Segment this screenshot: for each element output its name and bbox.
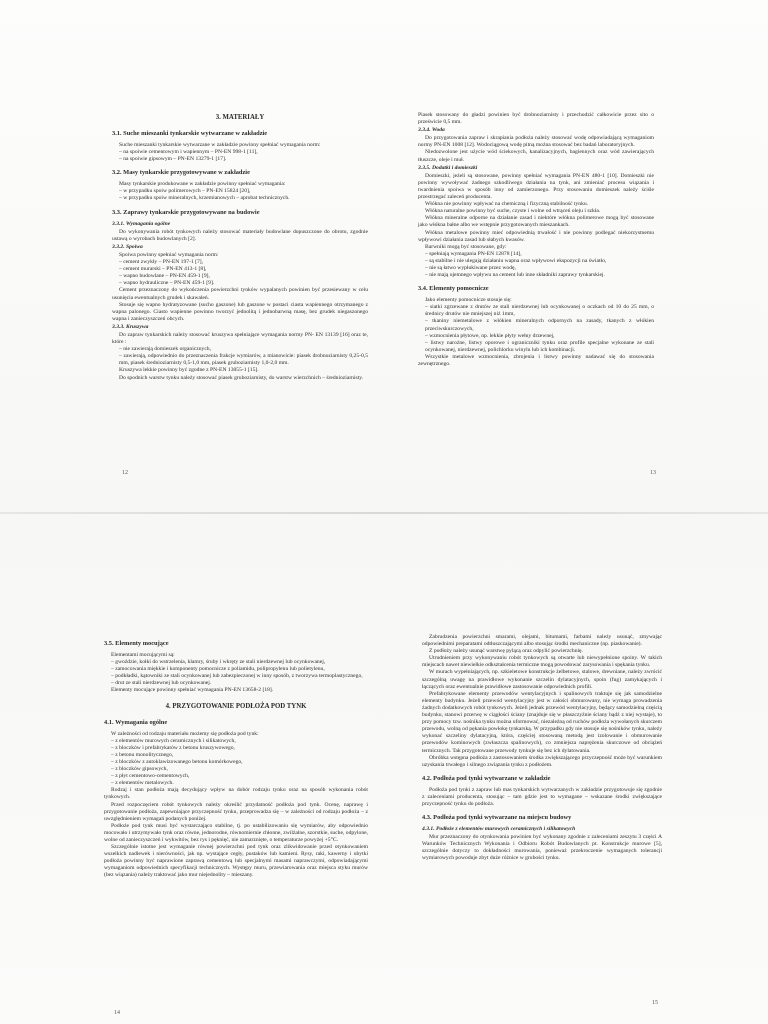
paragraph: Podłoża pod tynki z zapraw lub mas tynkarskich wytwarzanych w zakładzie przygotowuje się zgodnie z zaleceniami producenta, stosując – tam gdzie jest to wymagane – wskazane środki zwiększające przyczepność tynku do podłoża. (422, 786, 662, 807)
list-item: – z bloczków i prefabrykatów z betonu kruszywowego, (111, 744, 235, 751)
paragraph: Jako elementy pomocnicze stosuje się: (425, 297, 512, 304)
paragraph: Suche mieszanki tynkarskie wytwarzane w zakładzie powinny spełniać wymagania norm: (119, 142, 321, 148)
list-item: – wapno budowlane – PN-EN 459-1 [9], (119, 273, 210, 280)
list-item: – wzmocnienia płytowe, np. lekkie płyty wełny drzewnej, (425, 332, 555, 339)
page-15 (422, 634, 662, 1006)
paragraph: Domieszki, jeżeli są stosowane, powinny spełniać wymagania PN-EN 480-1 [10]. Domieszki nie powinny wywoływać żadnego szkodliwego działania na tynk, ani zmieniać procesu wiązania i twardnienia spoiwa w sposób inny od zamierzonego. Przy stosowaniu domieszek należy ściśle przestrzegać zaleceń producenta. (418, 172, 654, 201)
paragraph: Do wykonywania robót tynkowych należy stosować materiały budowlane dopuszczone do obrotu, zgodnie ustawą o wyrobach budowlanych [2]. (112, 228, 368, 242)
page-12 (112, 112, 368, 450)
list-item: – na spoiwie gipsowym – PN-EN 13279-1 [17]. (119, 156, 227, 163)
section-heading: 4. PRZYGOTOWANIE PODŁOŻA POD TYNK (165, 702, 307, 710)
subsection-heading: 3.1. Suche mieszanki tynkarskie wytwarzane w zakładzie (112, 130, 268, 137)
paragraph: Utrudnieniem przy wykonywaniu robót tynkowych są otwarte lub niewypełnione spoiny. W takich miejscach nawet niewielkie odkształcenia termiczne mogą powodować zarysowania i spękania tynku. (422, 655, 662, 669)
subsection-heading: 3.4. Elementy pomocnicze (418, 285, 489, 293)
paragraph: Do przygotowania zapraw i skrapiania podłoża należy stosować wodę odpowiadającą wymaganiom normy PN-EN 1008 [12]. Wodociągową wodę pitną można stosować bez badań laboratoryjnych. (418, 135, 654, 149)
list-item: – z betonu monolitycznego, (111, 751, 174, 758)
list-item: – spełniają wymagania PN-EN 12878 [14], (425, 250, 522, 257)
list-item: – z elementów murowych ceramicznych i silikatowych, (111, 737, 236, 744)
paragraph: Cement przeznaczony do wykończenia powierzchni tynków wypalanych powinien być przesiewany w celu usunięcia ewentualnych grudek i skawaleń. (112, 287, 368, 301)
subsection-heading: 4.1. Wymagania ogólne (104, 718, 168, 726)
paragraph: W murach wypełniających, np. szkieletowe konstrukcje żelbetowe, stalowe, drewniane, należy zwrócić szczególną uwagę na prawidłowe wykonanie szczelin dylatacyjnych, spoin (fug) zamykających i łączących oraz ewentualnie prawidłowe zastosowanie odpowiednich profili. (422, 669, 662, 690)
list-item: – tkaniny niemetalowe z włókien mineralnych odpornych na zasady, tkanych z włókien przeciwskurczowych, (425, 318, 654, 332)
list-item: – nie zawierają domieszek organicznych, (119, 346, 211, 353)
paragraph: Włókna naturalne powinny być suche, czyste i wolne od wtrąceń oleju i szkła. (425, 208, 601, 215)
paragraph: Piasek stosowany do gładzi powinien być drobnoziarnisty i przechodzić całkowicie przez sito o prześwicie 0,5 mm. (418, 112, 654, 126)
minor-heading: 3.3.1. Wymagania ogólne (112, 220, 171, 227)
list-item: – cement zwykły – PN-EN 197-1 [7], (119, 259, 204, 266)
list-item: – z bloczków gipsowych, (111, 766, 168, 773)
paragraph: Mur przeznaczony do otynkowania powinien być wykonany zgodnie z zaleceniami zeszytu 3 części A Warunków Technicznych Wykonania i Odbioru Robót Budowlanych pt. Konstrukcje murowe [5], szczególnie dotyczy to dokładności murowania, ponieważ przekroczenie wymaganych tolerancji wymiarowych powoduje zbyt duże różnice w grubości tynku. (422, 834, 662, 862)
list-item: – wapno hydrauliczne – PN-EN 459-1 [9]. (119, 280, 215, 287)
paragraph: Włókna mineralne odporne na działanie zasad i niektóre włókna polimerowe mogą być stosowane jako włókna bałne albo we wstępnie przygotowanych mieszankach. (418, 215, 654, 229)
list-item: – nie są łatwo wypłukiwane przez wodę, (425, 264, 516, 271)
list-item: – zawierają, odpowiednio do przeznaczenia frakcje wymiarów, a mianowicie: piasek drobnoziarnisty 0,25-0,5 mm, piasek średnioziarnisty 0,5-1,0 mm, piasek gruboziarnisty 1,0-2,0 mm. (119, 353, 368, 367)
page-14 (104, 634, 368, 1006)
paragraph: Kruszywa lekkie powinny być zgodne z PN-EN 13055-1 [15]. (119, 367, 259, 374)
paragraph: Przed rozpoczęciem robót tynkowych należy określić przydatność podłoża pod tynk. Ocenę, naprawę i przygotowanie podłoża, zapewniające przyczepność tynku, przeprowadza się – w zależności od rodzaju podłoża – z uwzględnieniem wymagań podanych poniżej. (104, 801, 368, 822)
minor-heading: 3.3.4. Woda (418, 127, 445, 134)
minor-heading: 4.3.1. Podłoże z elementów murowych ceramicznych i silikatowych (422, 826, 576, 833)
list-item: – w przypadku spoiw mineralnych, krzemianowych – aprobat technicznych. (119, 195, 290, 202)
paragraph: Do zapraw tynkarskich należy stosować kruszywa spełniające wymagania normy PN- EN 13139 [16] oraz te, które : (112, 331, 368, 346)
paragraph: Szczególnie istotne jest wymaganie równej powierzchni pod tynk oraz zlikwidowanie przed otynkowaniem wszelkich nadlewek i nierówności, jak np. wystające cegły, pustaków lub kamieni. Rysy, raki, kawerny i ubytki podłoża powinny być naprawione zaprawą cementową lub specjalnymi masami naprawczymi, odpowiadającymi wymaganiom odpowiednich specyfikacji technicznych. Występy muru, przewiarowania oraz miejsca styku murów (bez wiązania) należy traktować jako mur niejednolity – mieszany. (104, 844, 368, 879)
subsection-heading: 3.5. Elementy mocujące (104, 640, 169, 647)
page-13 (418, 112, 654, 450)
paragraph: Rodzaj i stan podłoża mają decydujący wpływ na dobór rodzaju tynku oraz na sposób wykonania robót tynkowych. (104, 787, 368, 801)
list-item: – drut ze stali nierdzewnej lub ocynkowanej. (111, 680, 212, 687)
scan-divider (0, 512, 768, 514)
paragraph: Spoiwa powinny spełniać wymagania norm: (119, 251, 219, 258)
list-item: – cement murarski – PN-EN 413-1 [8], (119, 266, 207, 273)
paragraph: Wszystkie metalowe wzmocnienia, zbrojenia i listwy powinny nadawać się do stosowania zewnętrznego. (418, 353, 654, 367)
section-heading: 3. MATERIAŁY (215, 114, 265, 121)
list-item: – listwy narożne, listwy oporowe i ograniczniki tynku oraz profile specjalne wykonane ze stali ocynkowanej, nierdzewnej, polichlorku winylu lub ich kombinacji. (425, 339, 654, 353)
paragraph: Niedozwolone jest użycie wód ściekowych, kanalizacyjnych, bagiennych oraz wód zawierających tłuszcze, oleje i muł. (418, 149, 654, 163)
list-item: – z płyt cementowo-cementowych, (111, 773, 190, 780)
paragraph: Zabrudzenia powierzchni smarami, olejami, bitumami, farbami należy usunąć, zmywając odpowiednimi preparatami odtłuszczającymi albo stosując środki mechaniczne (np. piaskowanie). (422, 634, 662, 648)
paragraph: Barwniki mogą być stosowane, gdy: (425, 243, 507, 250)
subsection-heading: 3.3. Zaprawy tynkarskie przygotowywane na budowie (112, 208, 260, 216)
list-item: – na spoiwie cementowym i wapiennym – PN-EN 998-1 [11], (119, 149, 258, 156)
subsection-heading: 4.2. Podłoża pod tynki wytwarzane w zakładzie (422, 774, 551, 782)
list-item: – w przypadku spoiw polimerowych – PN-EN 15824 [20], (119, 188, 251, 195)
paragraph: Włókna metalowe powinny mieć odpowiednią trwałość i nie powinny podlegać niekorzystnemu wpływowi działania zasad lub słabych kwasów. (418, 229, 654, 243)
list-item: – z elementów metalowych. (111, 780, 174, 787)
list-item: – nie mają ujemnego wpływu na cement lub inne składniki zaprawy tynkarskiej. (425, 272, 605, 279)
paragraph: Elementy mocujące powinny spełniać wymagania PN-EN 13658-2 [18]. (111, 687, 274, 694)
paragraph: Podłoże pod tynk musi być wystarczająco stabilne, tj. po ustabilizowaniu się wymiarów, aby odpowiednio mocowało i utrzymywało tynk oraz równe, jednorodne, równomiernie chłonne, zwilżalne, szorstkie, suche, odpylone, wolne od zanieczyszczeń i wykwitów, bez rys i pęknięć, nie zamarznięte, o temperaturze powyżej +5°C. (104, 822, 368, 843)
list-item: – z bloczków z autoklawizowanego betonu komórkowego, (111, 758, 243, 765)
paragraph: Masy tynkarskie produkowane w zakładzie powinny spełniać wymagania: (119, 181, 286, 188)
page-number: 12 (122, 470, 128, 476)
subsection-heading: 4.3. Podłoża pod tynki wytwarzane na miejscu budowy (422, 814, 572, 822)
page-number: 15 (652, 1000, 658, 1006)
paragraph: Stosuje się wapno hydratyzowane (sucho gaszone) lub gaszone w postaci ciasta wapiennego otrzymanego z wapna palonego. Ciasto wapienne powinno tworzyć jednolitą i jednobarwną masę, bez grudek niegaszonego wapna i zanieczyszczeń obcych. (112, 301, 368, 322)
paragraph: Do spodnich warstw tynku należy stosować piasek gruboziarnisty, do warstw wierzchnich – średnioziarnisty. (119, 374, 364, 381)
list-item: – gwoździe, kołki do wstrzelenia, klamry, śruby i wkręty ze stali nierdzewnej lub ocynkowanej, (111, 659, 326, 666)
paragraph: Z podłoży należy usunąć warstwę pylącą oraz odpylić powierzchnię. (429, 648, 583, 655)
list-item: – podkładki, kątowniki ze stali ocynkowanej lub zabezpieczonej w inny sposób, z tworzywa termoplastycznego, (111, 673, 363, 680)
paragraph: Elementami mocującymi są: (111, 652, 175, 658)
minor-heading: 3.3.2. Spoiwa (112, 243, 143, 250)
paragraph: Prefabrykowane elementy przewodów wentylacyjnych i spalinowych traktuje się jak samodzielne elementy budynku. Jeżeli przewód wentylacyjny jest w całości obmurowany, nie wymaga prowadzenia żadnych dodatkowych robót tynkowych. Jeżeli jednak przewód wentylacyjny, będący samodzielną częścią budynku, stanowi przerwę w ciągłości ściany (znajduje się w płaszczyźnie ściany bądź z niej wystaje), to przy pomocy tzw. nośnika tynku można uformować, niezależną od ruchów podłoża wywołanych skurczem przewodu, wolną od pękania powłokę tynkarską. W przypadku gdy nie stosuje się nośników tynku, należy wykonać szczeliny dylatacyjną, która, częściej stosowaną metodą jest izolowanie i obmurowanie przewodów kominowych (zwłaszcza spalinowych), co zmniejsza naprężenia skurczowe od obciążeń termicznych. Tak przygotowane przewody tynkuje się bez ich dylatowania. (422, 690, 662, 754)
subsection-heading: 3.2. Masy tynkarskie przygotowywane w zakładzie (112, 169, 250, 177)
paragraph: Obróbka wstępna podłoża z zastosowaniem środka zwiększającego przyczepność może być warunkiem uzyskania trwałego i silnego związania tynku z podłożem. (422, 754, 662, 768)
minor-heading: 3.3.5. Dodatki i domieszki (418, 164, 478, 171)
paragraph: W zależności od rodzaju materiału możemy się podłoża pod tynk: (111, 730, 259, 737)
page-number: 14 (114, 1010, 120, 1016)
list-item: – zamocowania miękkie i komponenty pomocnicze z poliamidu, polipropylenu lub polietylenu, (111, 666, 325, 673)
paragraph: Włókna nie powinny wpływać na chemiczną i fizyczną stabilność tynku. (425, 201, 589, 208)
page-number: 13 (650, 470, 656, 476)
list-item: – siatki zgrzewane z drutów ze stali nierdzewnej lub ocynkowanej o oczkach od 10 do 25 mm, o średnicy drutów nie mniejszej niż 1mm, (425, 304, 654, 318)
list-item: – są stabilne i nie ulegają działaniu wapna oraz wpływowi ekspozycji na światło, (425, 257, 607, 264)
minor-heading: 3.3.3. Kruszywa (112, 323, 149, 330)
